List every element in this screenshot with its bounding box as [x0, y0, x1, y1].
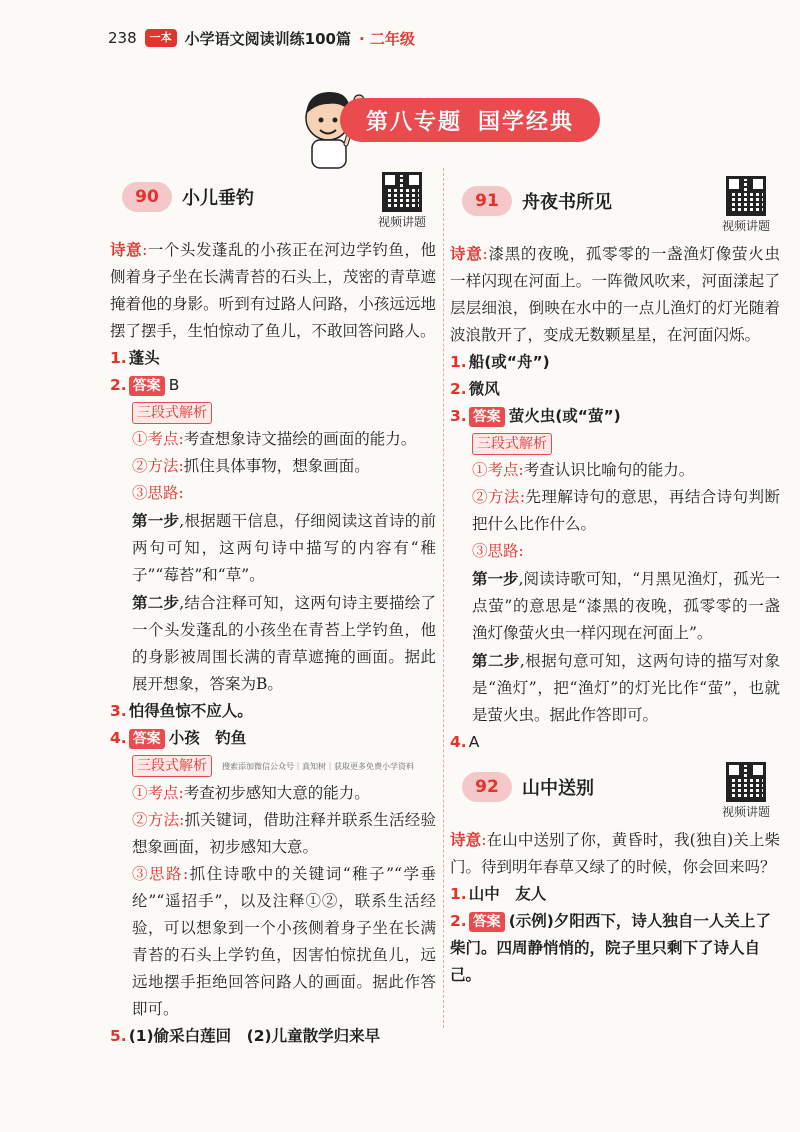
answer-4: 4. 答案 小孩 钓鱼 [110, 729, 247, 747]
analysis-heading: 三段式解析 [450, 430, 780, 457]
analysis-kaodian: ①考点:考查想象诗文描绘的画面的能力。 [132, 430, 417, 448]
right-column [450, 176, 780, 989]
lesson-title: 小儿垂钓 [182, 188, 254, 209]
analysis-step-1: 第一步,阅读诗歌可知，“月黑见渔灯，孤光一点萤”的意思是“漆黑的夜晚，孤零零的一盏渔灯像萤火虫一样闪现在河面上”。 [472, 569, 780, 642]
analysis-fangfa: ②方法:先理解诗句的意思，再结合诗句判断把什么比作什么。 [472, 488, 780, 533]
poem-meaning: 诗意:在山中送别了你，黄昏时，我(独自)关上柴门。待到明年春草又绿了的时候，你会回来吗？ [450, 830, 780, 876]
qr-code-icon [726, 176, 766, 216]
answer-badge: 答案 [129, 729, 165, 749]
analysis-kaodian: ①考点:考查认识比喻句的能力。 [472, 461, 695, 479]
lesson-number-badge: 91 [462, 186, 512, 216]
chapter-number: 第八专题 [365, 109, 462, 135]
analysis-silu: ③思路:抓住诗歌中的关键词“稚子”“学垂纶”“遥招手”，以及注释①②，联系生活经验，可以想象到一个小孩侧着身子坐在长满青苔的石头上学钓鱼，因害怕惊扰鱼儿，远远地摆手拒绝回答问路人的画面。据此作答即可。 [132, 864, 436, 1018]
lesson-91-header [450, 176, 780, 240]
analysis-heading: 三段式解析 搜索添加微信公众号｜真知树｜获取更多免费小学资料 [110, 752, 436, 780]
page-header [108, 24, 415, 52]
answer-badge: 答案 [469, 407, 505, 427]
lesson-number-badge: 90 [122, 182, 172, 212]
analysis-step-2: 第二步,根据句意可知，这两句诗的描写对象是“渔灯”，把“渔灯”的灯光比作“萤”，也就是萤火虫。据此作答即可。 [472, 651, 780, 724]
lesson-92-header [450, 762, 780, 826]
qr-code-icon [726, 762, 766, 802]
analysis-kaodian: ①考点:考查初步感知大意的能力。 [132, 783, 370, 802]
answer-3: 3. 答案 萤火虫(或“萤”) [450, 407, 621, 425]
promo-note: 搜索添加微信公众号｜真知树｜获取更多免费小学资料 [222, 761, 414, 771]
answer-badge: 答案 [129, 376, 165, 396]
poem-meaning: 诗意:一个头发蓬乱的小孩正在河边学钓鱼，他侧着身子坐在长满青苔的石头上，茂密的青草遮掩着他的身影。听到有过路人问路，小孩远远地摆了摆手，生怕惊动了鱼儿，不敢回答问路人。 [110, 240, 436, 340]
analysis-step-2: 第二步,结合注释可知，这两句诗主要描绘了一个头发蓬乱的小孩坐在青苔上学钓鱼，他的身影被周围长满的青草遮掩的画面。据此展开想象，答案为B。 [132, 593, 436, 693]
answer-badge: 答案 [469, 912, 505, 932]
lesson-90 [110, 172, 436, 1050]
qr-code-icon [382, 172, 422, 212]
lesson-number-badge: 92 [462, 772, 512, 802]
answer-1: 1. 蓬头 [110, 349, 160, 367]
qr-video-link[interactable] [716, 176, 776, 234]
analysis-silu: ③思路: [132, 484, 184, 502]
analysis-silu: ③思路: [472, 542, 524, 560]
answer-5: 5. (1)偷采白莲回 (2)儿童散学归来早 [110, 1026, 381, 1045]
lesson-90-header [110, 172, 436, 236]
book-title: 小学语文阅读训练100篇 [184, 29, 351, 48]
analysis-heading: 三段式解析 [110, 399, 436, 426]
qr-video-link[interactable] [372, 172, 432, 230]
chapter-banner [340, 98, 600, 142]
grade-label: · 二年级 [358, 29, 415, 48]
qr-label: 视频讲题 [377, 215, 426, 229]
analysis-fangfa: ②方法:抓住具体事物，想象画面。 [132, 457, 370, 475]
qr-video-link[interactable] [716, 762, 776, 820]
answer-2: 2. 微风 [450, 380, 500, 398]
answer-1: 1. 船(或“舟”) [450, 353, 550, 371]
answer-4: 4. A [450, 733, 480, 751]
analysis-fangfa: ②方法:抓关键词，借助注释并联系生活经验想象画面，初步感知大意。 [132, 810, 436, 856]
column-divider [443, 168, 444, 1028]
poem-meaning: 诗意:漆黑的夜晚，孤零零的一盏渔灯像萤火虫一样闪现在河面上。一阵微风吹来，河面漾起了层层细浪，倒映在水中的一点儿渔灯的灯光随着波浪散开了，变成无数颗星星，在河面闪烁。 [450, 244, 780, 344]
chapter-title: 国学经典 [478, 109, 575, 135]
brand-logo: 一本 [145, 29, 177, 47]
answer-2: 2. 答案 B [110, 376, 180, 394]
answer-3: 3. 怕得鱼惊不应人。 [110, 702, 253, 720]
qr-label: 视频讲题 [721, 805, 770, 819]
lesson-title: 山中送别 [522, 778, 594, 799]
answer-2: 2. 答案 (示例)夕阳西下，诗人独自一人关上了柴门。四周静悄悄的，院子里只剩下了诗人自己。 [450, 912, 771, 984]
page-number: 238 [108, 29, 137, 47]
analysis-step-1: 第一步,根据题干信息，仔细阅读这首诗的前两句可知，这两句诗中描写的内容有“稚子”“莓苔”和“草”。 [132, 511, 436, 584]
answer-1: 1. 山中 友人 [450, 885, 547, 903]
qr-label: 视频讲题 [721, 219, 770, 233]
lesson-title: 舟夜书所见 [522, 192, 612, 213]
